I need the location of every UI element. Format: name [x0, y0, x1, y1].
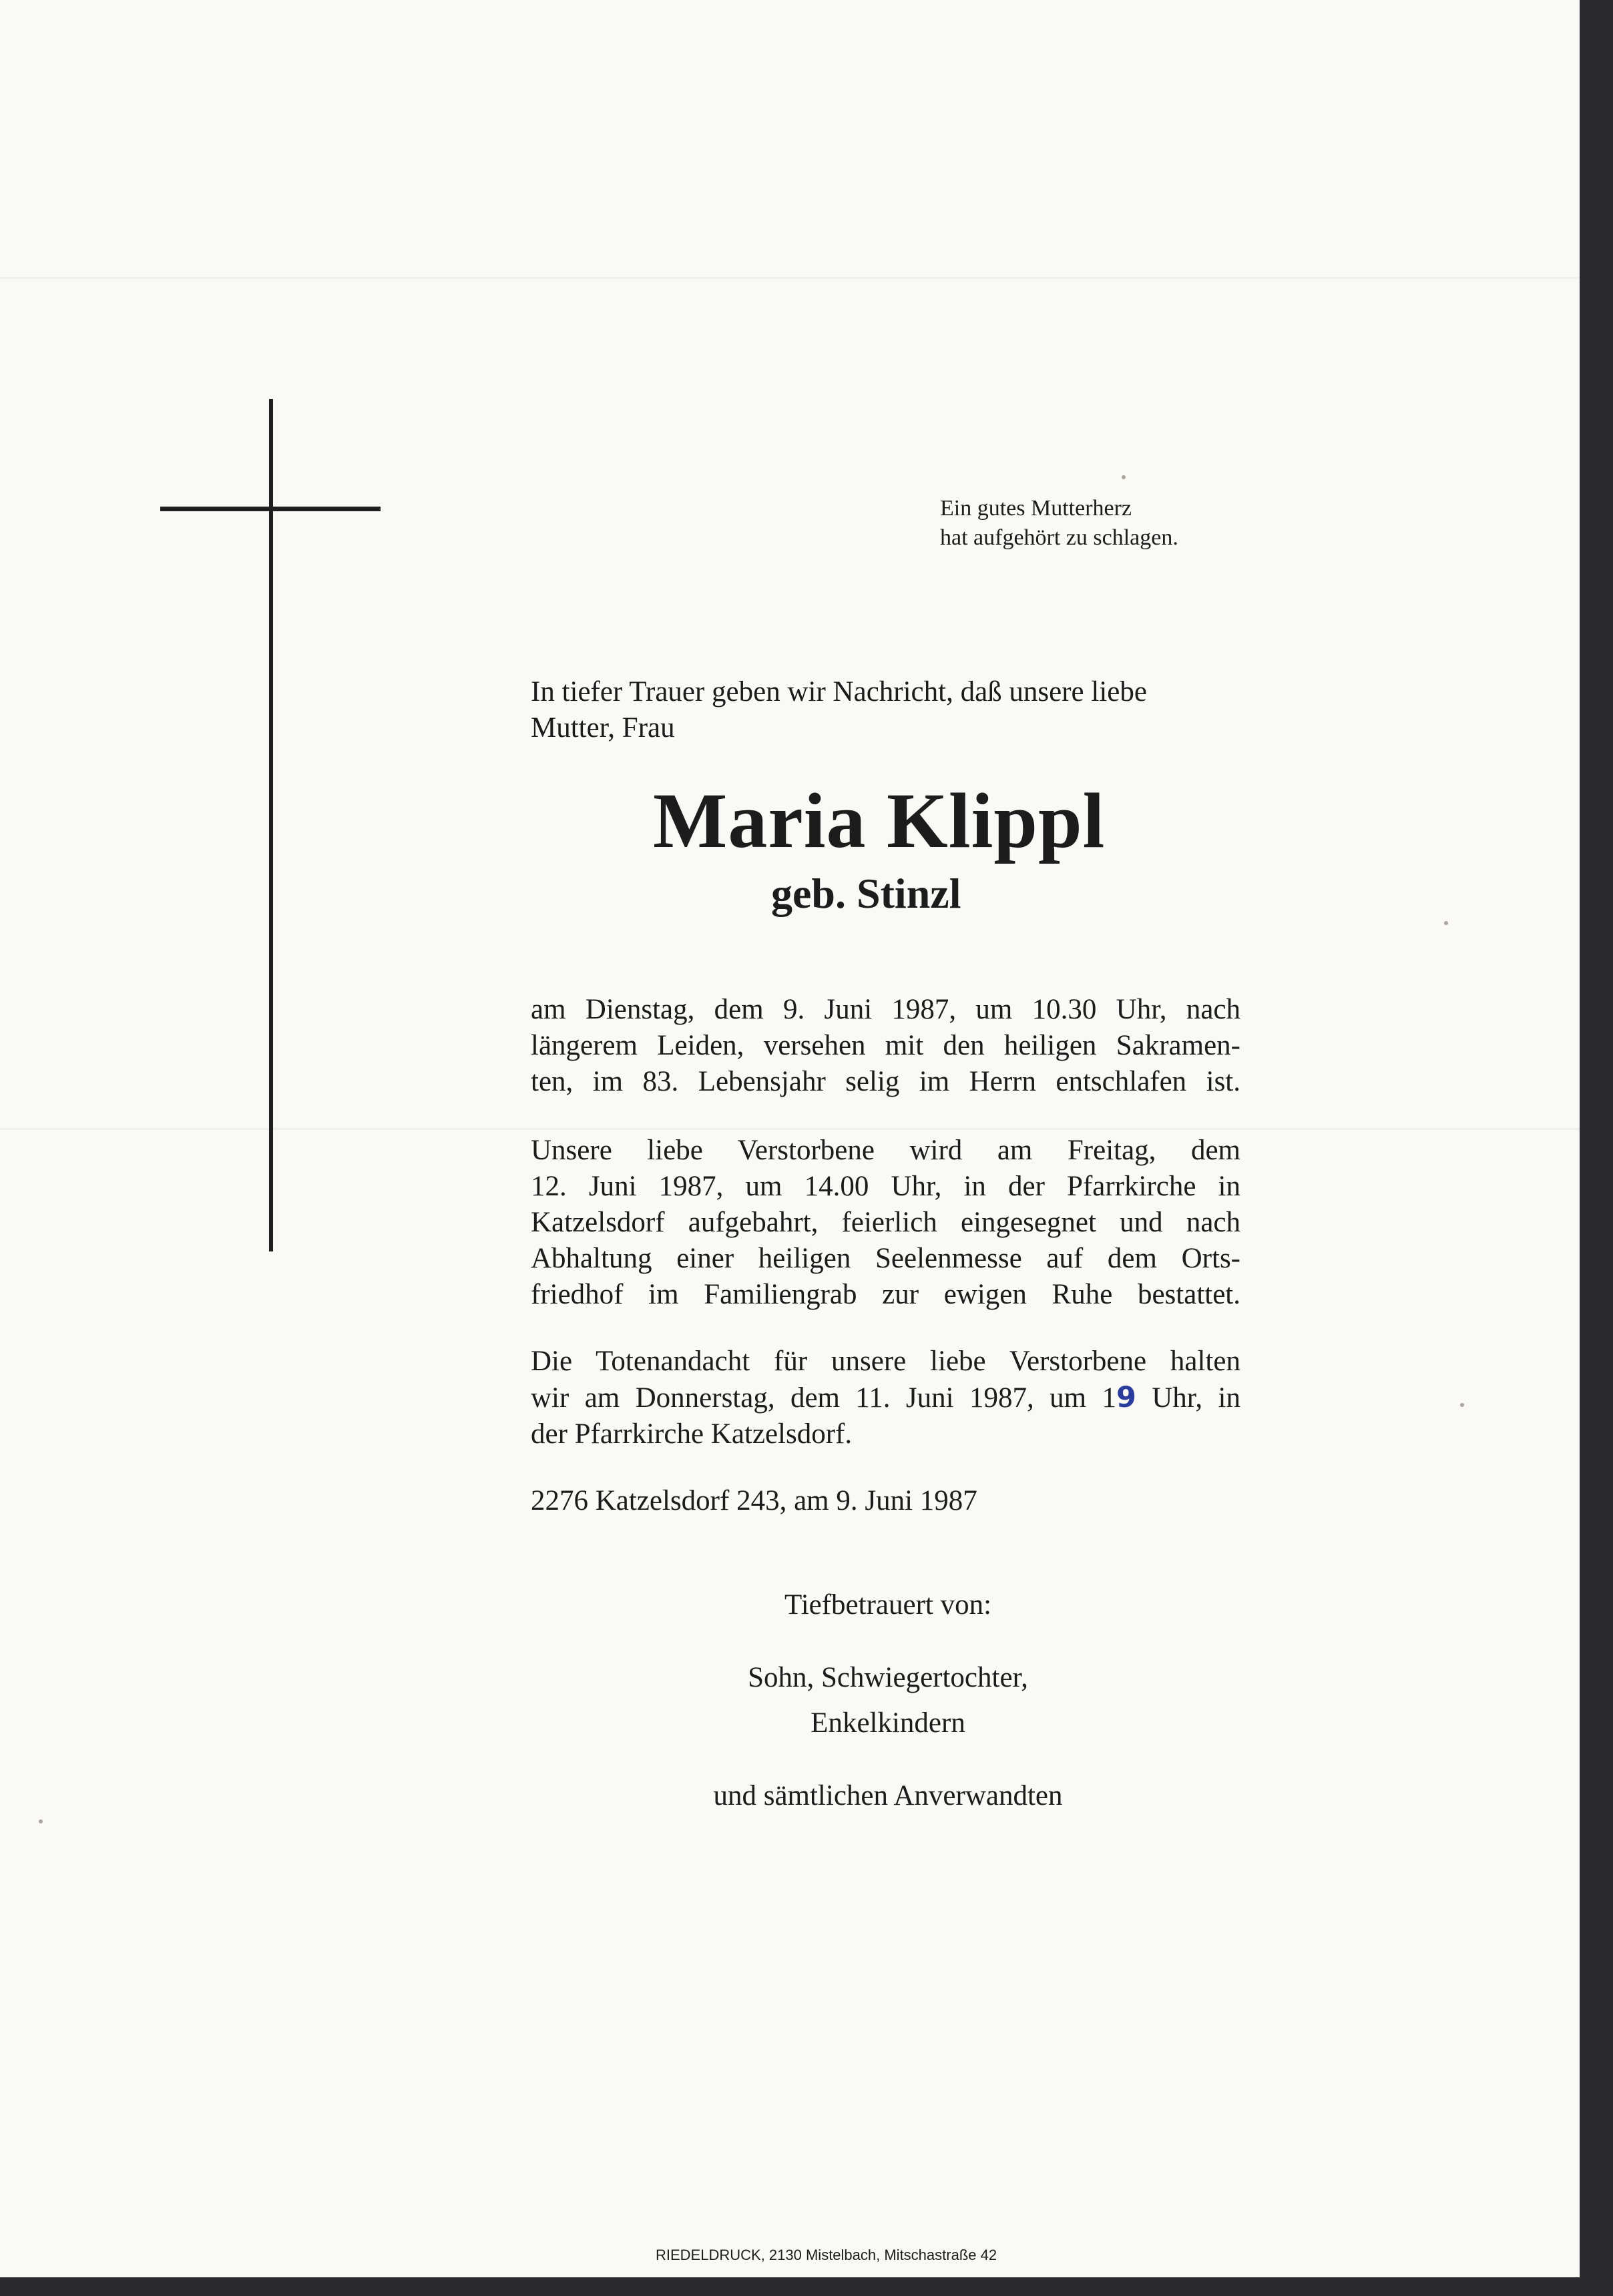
- printer-imprint: RIEDELDRUCK, 2130 Mistelbach, Mitschastraße 42: [656, 2247, 997, 2263]
- motto: [940, 494, 1178, 553]
- intro-line: In tiefer Trauer geben wir Nachricht, daß unsere liebe: [531, 676, 1147, 707]
- death-notice-line: am Dienstag, dem 9. Juni 1987, um 10.30 Uhr, nach: [531, 994, 1240, 1025]
- mourners-line: und sämtlichen Anverwandten: [713, 1780, 1063, 1811]
- paper-fold-line: [0, 277, 1580, 279]
- cross-icon-horizontal-bar: [160, 507, 381, 511]
- vigil-paragraph: [531, 1344, 1240, 1452]
- paper-speck: [39, 1819, 43, 1823]
- funeral-line: Katzelsdorf aufgebahrt, feierlich eingesegnet und nach: [531, 1207, 1240, 1238]
- funeral-paragraph: [531, 1133, 1240, 1313]
- vigil-text: Uhr, in: [1136, 1382, 1240, 1414]
- funeral-line: 12. Juni 1987, um 14.00 Uhr, in der Pfarrkirche in: [531, 1171, 1240, 1202]
- handwritten-hour-correction: 9: [1116, 1381, 1136, 1414]
- vigil-line: Die Totenandacht für unsere liebe Verstorbene halten: [531, 1346, 1240, 1377]
- funeral-line: Unsere liebe Verstorbene wird am Freitag, dem: [531, 1135, 1240, 1166]
- funeral-line: friedhof im Familiengrab zur ewigen Ruhe bestattet.: [531, 1279, 1240, 1310]
- paper-fold-line: [0, 1128, 1580, 1130]
- mourners-heading: Tiefbetrauert von:: [784, 1589, 992, 1621]
- motto-line: hat aufgehört zu schlagen.: [940, 525, 1178, 550]
- vigil-line: der Pfarrkirche Katzelsdorf.: [531, 1418, 853, 1450]
- intro-line: Mutter, Frau: [531, 712, 675, 744]
- paper-speck: [1444, 921, 1448, 925]
- mourners-line: Enkelkindern: [811, 1707, 965, 1739]
- motto-line: Ein gutes Mutterherz: [940, 496, 1132, 521]
- maiden-name: geb. Stinzl: [771, 870, 961, 917]
- paper-speck: [1460, 1403, 1464, 1407]
- death-notice-line: ten, im 83. Lebensjahr selig im Herrn entschlafen ist.: [531, 1066, 1240, 1097]
- intro-paragraph: [531, 674, 1147, 746]
- place-date: 2276 Katzelsdorf 243, am 9. Juni 1987: [531, 1485, 977, 1516]
- death-notice-paragraph: [531, 992, 1240, 1100]
- death-notice-line: längerem Leiden, versehen mit den heiligen Sakramen-: [531, 1030, 1240, 1061]
- funeral-line: Abhaltung einer heiligen Seelenmesse auf dem Orts-: [531, 1243, 1240, 1274]
- vigil-line: [531, 1380, 1240, 1416]
- paper-speck: [1122, 475, 1126, 479]
- deceased-name: Maria Klippl: [653, 777, 1106, 864]
- vigil-text: wir am Donnerstag, dem 11. Juni 1987, um 1: [531, 1382, 1116, 1414]
- mourners-line: Sohn, Schwiegertochter,: [748, 1662, 1028, 1693]
- cross-icon-vertical-bar: [269, 399, 273, 1251]
